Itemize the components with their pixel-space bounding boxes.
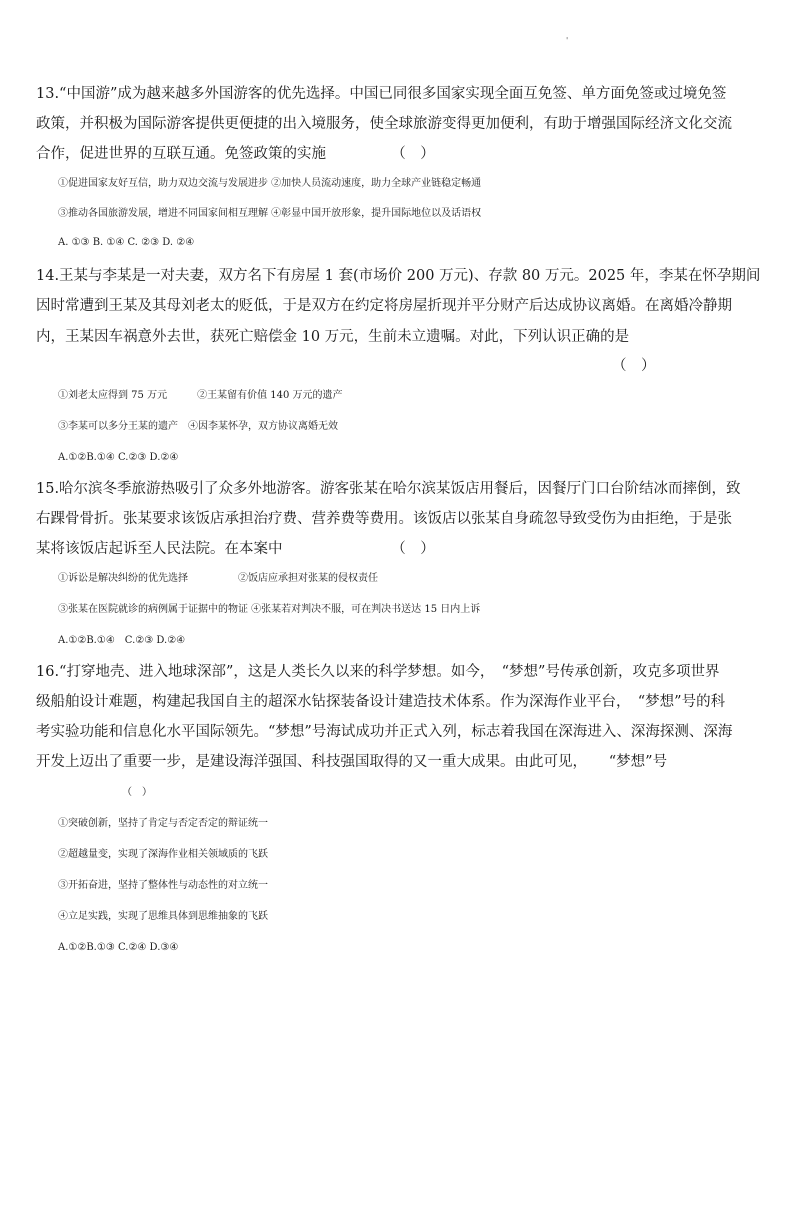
q15-option-line-2: ③张某在医院就诊的病例属于证据中的物证 ④张某若对判决不服，可在判决书送达 15 日内上诉 — [58, 604, 481, 615]
q14-answer-choices: A.①②B.①④ C.②③ D.②④ — [58, 452, 179, 463]
q16-stem-line-2: 级船舶设计难题，构建起我国自主的超深水钻探装备设计建造技术体系。作为深海作业平台， “梦想”号的科 — [36, 694, 726, 710]
q13-stem-line-1: 13.“中国游”成为越来越多外国游客的优先选择。中国已同很多国家实现全面互免签、单方面免签或过境免签 — [36, 86, 727, 102]
q16-option-3: ③开拓奋进，坚持了整体性与动态性的对立统一 — [58, 880, 268, 891]
q16-answer-paren: （ ） — [122, 787, 152, 798]
q16-option-4: ④立足实践，实现了思维具体到思维抽象的飞跃 — [58, 911, 268, 922]
header-mark: ' — [566, 36, 569, 45]
q15-answer-choices: A.①②B.①④ C.②③ D.②④ — [58, 635, 186, 646]
q13-answer-choices: A. ①③ B. ①④ C. ②③ D. ②④ — [58, 237, 195, 248]
q14-stem-line-2: 因时常遭到王某及其母刘老太的贬低，于是双方在约定将房屋折现并平分财产后达成协议离婚。在离婚冷静期 — [36, 298, 732, 314]
q14-stem-line-3: 内，王某因车祸意外去世，获死亡赔偿金 10 万元，生前未立遗嘱。对此，下列认识正确的是 — [36, 329, 630, 345]
q16-option-2: ②超越量变，实现了深海作业相关领域质的飞跃 — [58, 849, 268, 860]
q16-stem-line-1: 16.“打穿地壳、进入地球深部”，这是人类长久以来的科学梦想。如今， “梦想”号传承创新，攻克多项世界 — [36, 664, 720, 680]
q15-option-line-1: ①诉讼是解决纠纷的优先选择 ②饭店应承担对张某的侵权责任 — [58, 573, 378, 584]
q14-option-line-1: ①刘老太应得到 75 万元 ②王某留有价值 140 万元的遗产 — [58, 390, 343, 401]
q14-answer-paren: （ ） — [612, 358, 656, 374]
q14-stem-line-1: 14.王某与李某是一对夫妻，双方名下有房屋 1 套(市场价 200 万元)、存款 80 万元。2025 年，李某在怀孕期间 — [36, 268, 761, 284]
q16-answer-choices: A.①②B.①③ C.②④ D.③④ — [58, 942, 179, 953]
q16-stem-line-3: 考实验功能和信息化水平国际领先。“梦想”号海试成功并正式入列，标志着我国在深海进入、深海探测、深海 — [36, 724, 733, 740]
q13-stem-line-2: 政策，并积极为国际游客提供更便捷的出入境服务，使全球旅游变得更加便利，有助于增强国际经济文化交流 — [36, 116, 732, 132]
q16-stem-line-4: 开发上迈出了重要一步，是建设海洋强国、科技强国取得的又一重大成果。由此可见， “梦想”号 — [36, 754, 668, 770]
q13-stem-line-3: 合作，促进世界的互联互通。免签政策的实施 （ ） — [36, 146, 435, 162]
q15-stem-line-3: 某将该饭店起诉至人民法院。在本案中 （ ） — [36, 541, 435, 557]
q15-stem-line-2: 右踝骨骨折。张某要求该饭店承担治疗费、营养费等费用。该饭店以张某自身疏忽导致受伤为由拒绝，于是张 — [36, 511, 732, 527]
q15-stem-line-1: 15.哈尔滨冬季旅游热吸引了众多外地游客。游客张某在哈尔滨某饭店用餐后，因餐厅门口台阶结冰而摔倒，致 — [36, 481, 741, 497]
q13-option-line-1: ①促进国家友好互信，助力双边交流与发展进步 ②加快人员流动速度，助力全球产业链稳定畅通 — [58, 178, 482, 189]
q13-option-line-2: ③推动各国旅游发展，增进不同国家间相互理解 ④彰显中国开放形象，提升国际地位以及话语权 — [58, 208, 482, 219]
q14-option-line-2: ③李某可以多分王某的遗产 ④因李某怀孕，双方协议离婚无效 — [58, 421, 338, 432]
q16-option-1: ①突破创新，坚持了肯定与否定否定的辩证统一 — [58, 818, 268, 829]
